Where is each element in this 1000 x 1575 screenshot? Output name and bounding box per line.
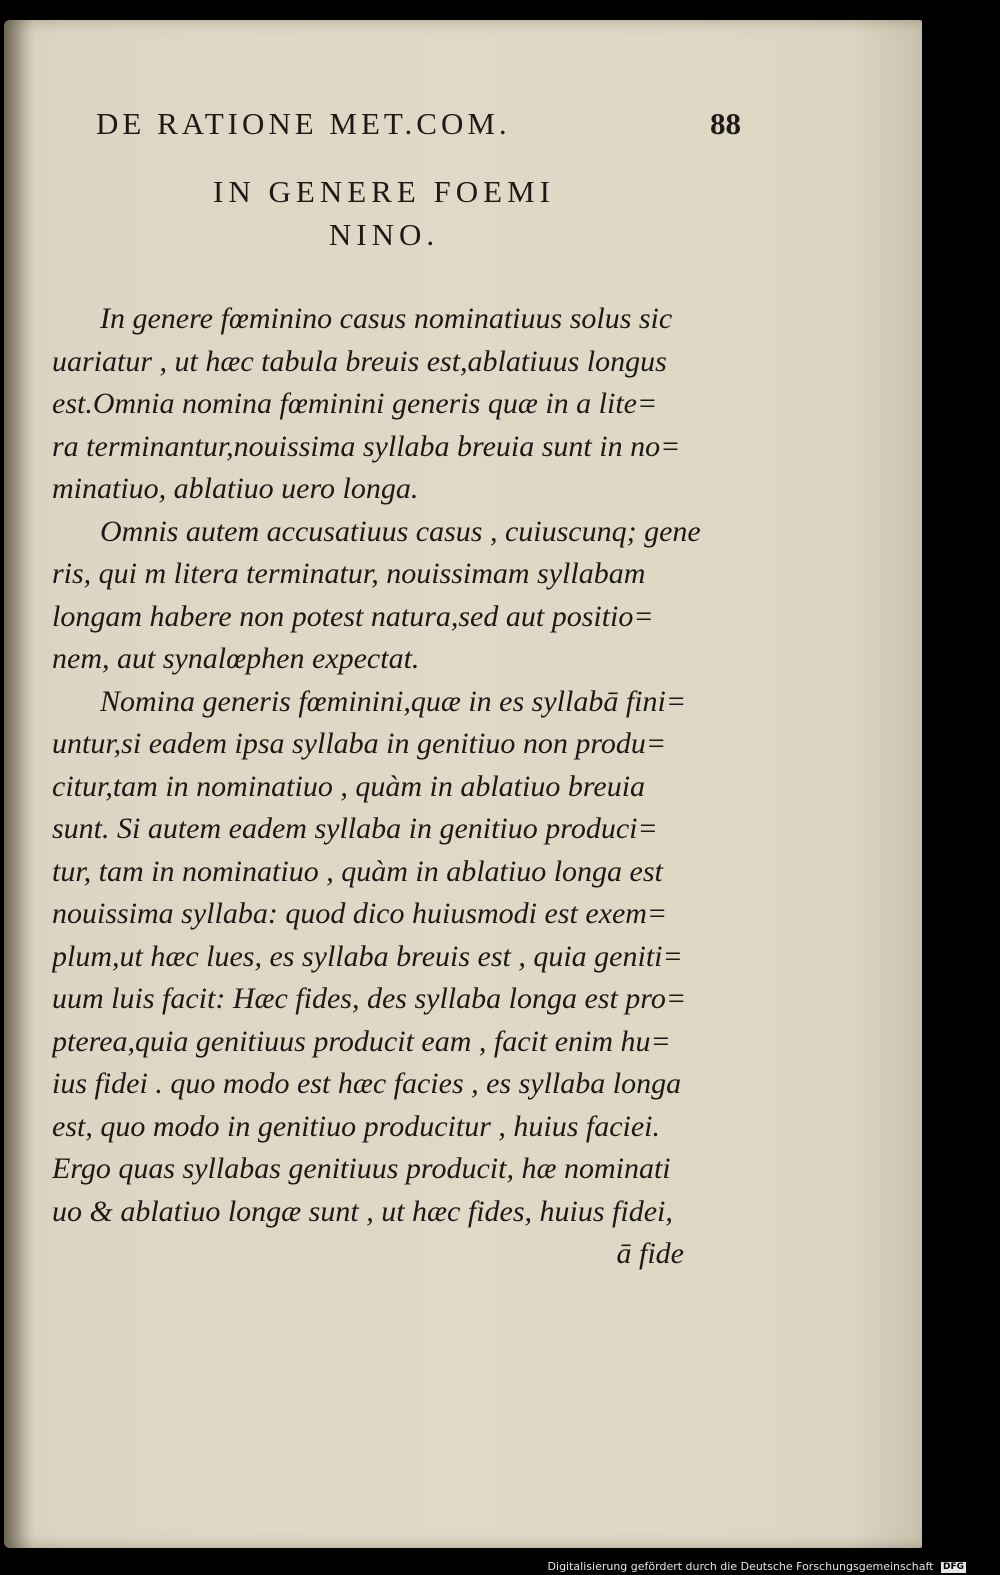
text-line: ris, qui m litera terminatur, nouissimam syllabam [52, 557, 646, 590]
text-line: In genere fœminino casus nominatiuus solus sic [100, 302, 673, 335]
text-line: ius fidei . quo modo est hæc facies , es syllaba longa [52, 1067, 682, 1100]
body-text [52, 298, 720, 1276]
book-page [4, 20, 922, 1548]
text-line: Nomina generis fœminini,quæ in es syllabā fini= [100, 684, 687, 718]
text-line: pterea,quia genitiuus producit eam , facit enim hu= [52, 1024, 671, 1058]
dfg-logo: DFG [942, 1561, 964, 1572]
text-line: est.Omnia nomina fœminini generis quæ in a lite= [52, 387, 658, 420]
text-line: minatiuo, ablatiuo uero longa. [52, 472, 419, 505]
text-line: est, quo modo in genitiuo producitur , huius faciei. [52, 1109, 661, 1143]
text-line: Omnis autem accusatiuus casus , cuiuscunq; gene [100, 514, 701, 548]
text-line: tur, tam in nominatiuo , quàm in ablatiuo longa est [52, 854, 663, 888]
gutter-shadow [4, 20, 34, 1548]
text-line: nouissima syllaba: quod dico huiusmodi est exem= [52, 897, 668, 930]
page-number: 88 [710, 106, 741, 141]
text-line: plum,ut hæc lues, es syllaba breuis est , quia geniti= [52, 939, 683, 973]
digitization-credit [548, 1560, 966, 1573]
catchword: ā fide [616, 1237, 684, 1270]
credit-text: Digitalisierung gefördert durch die Deutsche Forschungsgemeinschaft [547, 1560, 934, 1573]
text-line: sunt. Si autem eadem syllaba in genitiuo produci= [52, 812, 658, 845]
text-line: citur,tam in nominatiuo , quàm in ablatiuo breuia [52, 769, 646, 803]
text-line: uo & ablatiuo longæ sunt , ut hæc fides, huius fidei, [52, 1194, 673, 1228]
text-line: longam habere non potest natura,sed aut positio= [52, 599, 654, 633]
text-line: uariatur , ut hæc tabula breuis est,ablatiuus longus [52, 344, 667, 378]
text-line: uum luis facit: Hæc fides, des syllaba longa est pro= [52, 982, 687, 1015]
text-line: ra terminantur,nouissima syllaba breuia sunt in no= [52, 429, 681, 463]
text-line: Ergo quas syllabas genitiuus producit, hæ nominati [52, 1152, 671, 1185]
section-title: IN GENERE FOEMI NINO. [213, 174, 555, 252]
text-line: nem, aut synalœphen expectat. [52, 642, 420, 675]
running-head: DE RATIONE MET.COM. [96, 106, 511, 141]
text-line: untur,si eadem ipsa syllaba in genitiuo non produ= [52, 727, 667, 760]
